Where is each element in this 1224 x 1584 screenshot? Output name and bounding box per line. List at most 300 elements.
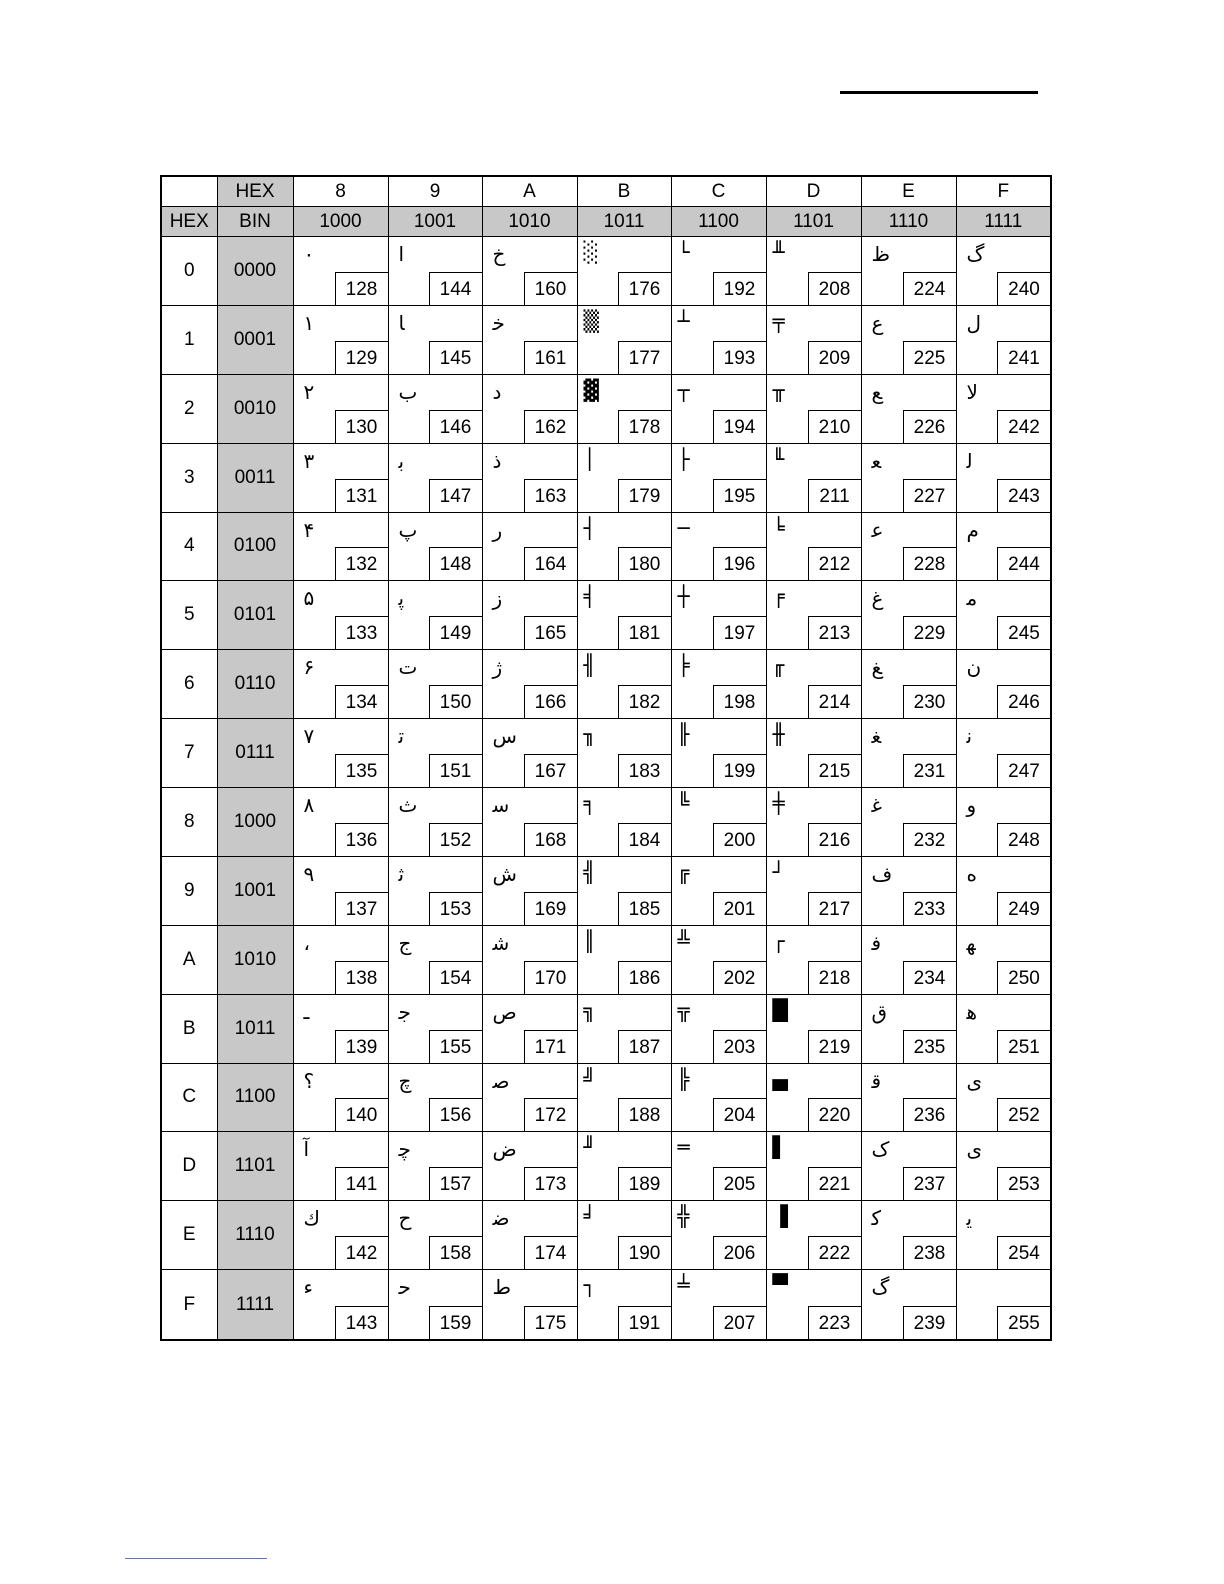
char-glyph: ╗ xyxy=(583,997,596,1022)
char-code: 138 xyxy=(335,961,388,994)
char-glyph: ﺀ xyxy=(303,1275,313,1300)
char-glyph: ╔ xyxy=(677,859,690,884)
col-bin-a: 1010 xyxy=(482,207,577,237)
char-code: 193 xyxy=(713,341,766,374)
char-cell xyxy=(577,581,671,650)
char-cell xyxy=(388,994,482,1063)
char-cell xyxy=(956,443,1051,512)
row-bin: 0111 xyxy=(217,719,293,788)
char-code: 218 xyxy=(808,961,861,994)
char-glyph: د xyxy=(492,379,502,404)
char-code: 255 xyxy=(997,1306,1050,1339)
row-bin: 0000 xyxy=(217,237,293,306)
char-code: 137 xyxy=(335,892,388,925)
char-cell xyxy=(861,994,956,1063)
char-glyph: ┌ xyxy=(772,928,785,953)
char-cell xyxy=(861,1132,956,1201)
char-glyph: ─ xyxy=(677,515,690,540)
char-cell xyxy=(861,443,956,512)
char-cell xyxy=(956,719,1051,788)
char-cell xyxy=(766,994,861,1063)
char-glyph: ﻓ xyxy=(871,930,882,955)
char-glyph: ٧ xyxy=(303,724,315,749)
char-code: 177 xyxy=(618,341,671,374)
char-code: 203 xyxy=(713,1030,766,1063)
char-glyph: ═ xyxy=(677,1135,690,1160)
char-code: 241 xyxy=(997,341,1050,374)
char-glyph: ┘ xyxy=(772,859,785,884)
char-glyph: ۴ xyxy=(303,517,315,542)
char-code: 231 xyxy=(903,754,956,787)
char-glyph: ﺷ xyxy=(492,930,510,955)
char-code: 132 xyxy=(335,547,388,580)
char-glyph: ٩ xyxy=(303,861,315,886)
char-cell xyxy=(388,374,482,443)
char-glyph: ﻐ xyxy=(871,724,882,749)
char-cell xyxy=(482,374,577,443)
char-code: 232 xyxy=(903,823,956,856)
char-cell xyxy=(766,1270,861,1340)
char-cell xyxy=(293,1063,388,1132)
char-code: 238 xyxy=(903,1236,956,1269)
char-cell xyxy=(293,1201,388,1270)
char-code: 240 xyxy=(997,272,1050,305)
char-code: 234 xyxy=(903,961,956,994)
char-cell xyxy=(956,237,1051,306)
char-cell xyxy=(577,925,671,994)
header-rule xyxy=(840,91,1038,94)
char-code: 242 xyxy=(997,410,1050,443)
char-cell xyxy=(766,581,861,650)
char-glyph: ت xyxy=(398,655,418,680)
char-code: 183 xyxy=(618,754,671,787)
char-glyph: ﻋ xyxy=(871,517,884,542)
char-code: 246 xyxy=(997,685,1050,718)
char-glyph: ﻬ xyxy=(966,930,976,955)
char-code: 139 xyxy=(335,1030,388,1063)
char-glyph: ﻛ xyxy=(871,1206,882,1231)
char-code: 215 xyxy=(808,754,861,787)
char-glyph: ك xyxy=(303,1206,320,1231)
char-code: 157 xyxy=(429,1167,482,1200)
char-code: 180 xyxy=(618,547,671,580)
char-code: 219 xyxy=(808,1030,861,1063)
char-code: 186 xyxy=(618,961,671,994)
char-glyph: ذ xyxy=(492,448,502,473)
char-code: 236 xyxy=(903,1098,956,1131)
char-code: 179 xyxy=(618,479,671,512)
col-bin-b: 1011 xyxy=(577,207,671,237)
char-code: 247 xyxy=(997,754,1050,787)
char-code: 164 xyxy=(524,547,577,580)
char-cell xyxy=(671,1063,766,1132)
char-cell xyxy=(482,788,577,857)
char-glyph: ﺳ xyxy=(492,793,510,817)
char-glyph: ﻎ xyxy=(871,655,883,680)
char-cell xyxy=(577,994,671,1063)
char-glyph: ﺗ xyxy=(398,724,405,749)
char-code: 128 xyxy=(335,272,388,305)
char-code: 196 xyxy=(713,547,766,580)
char-glyph: ╛ xyxy=(583,1204,596,1229)
char-cell xyxy=(577,512,671,581)
char-cell xyxy=(956,925,1051,994)
char-glyph: ٢ xyxy=(303,379,315,404)
row-hex: 3 xyxy=(161,443,217,512)
char-cell xyxy=(861,374,956,443)
char-cell xyxy=(482,1063,577,1132)
char-code: 149 xyxy=(429,616,482,649)
row-bin: 1011 xyxy=(217,994,293,1063)
char-code: 191 xyxy=(618,1306,671,1339)
char-cell xyxy=(956,856,1051,925)
char-cell xyxy=(293,581,388,650)
char-cell xyxy=(577,237,671,306)
char-code: 181 xyxy=(618,616,671,649)
char-glyph: ╜ xyxy=(583,1135,596,1160)
char-cell xyxy=(388,443,482,512)
char-code: 251 xyxy=(997,1030,1050,1063)
col-bin-f: 1111 xyxy=(956,207,1051,237)
char-glyph: ﺛ xyxy=(398,861,405,886)
char-code: 211 xyxy=(808,479,861,512)
row-hex: 5 xyxy=(161,581,217,650)
char-glyph: ب xyxy=(398,379,418,404)
char-cell xyxy=(671,1270,766,1340)
char-cell xyxy=(482,994,577,1063)
char-code: 190 xyxy=(618,1236,671,1269)
char-glyph: ╪ xyxy=(772,791,785,815)
char-glyph: خ xyxy=(492,242,506,266)
table-row xyxy=(161,305,1051,374)
char-glyph: ی xyxy=(966,1068,983,1093)
char-glyph: ▐ xyxy=(772,1204,788,1229)
char-glyph: پ xyxy=(398,517,418,542)
char-cell xyxy=(293,1270,388,1340)
char-glyph: ظ xyxy=(871,242,890,266)
char-glyph: ﻣ xyxy=(966,586,978,611)
char-cell xyxy=(577,1132,671,1201)
char-glyph: ٣ xyxy=(303,448,315,473)
char-code: 194 xyxy=(713,410,766,443)
char-glyph: ﺣ xyxy=(398,1275,411,1300)
char-code: 145 xyxy=(429,341,482,374)
char-glyph: ┴ xyxy=(677,308,690,333)
char-glyph: گ xyxy=(871,1275,890,1300)
char-code: 223 xyxy=(808,1306,861,1339)
char-glyph: ╤ xyxy=(772,308,785,333)
char-glyph: ╨ xyxy=(772,240,785,264)
char-cell xyxy=(293,788,388,857)
char-code: 173 xyxy=(524,1167,577,1200)
char-code: 165 xyxy=(524,616,577,649)
col-bin-8: 1000 xyxy=(293,207,388,237)
char-glyph: ﻏ xyxy=(871,793,882,817)
char-code: 235 xyxy=(903,1030,956,1063)
row-bin: 1001 xyxy=(217,856,293,925)
col-hex-e: E xyxy=(861,176,956,207)
char-cell xyxy=(766,443,861,512)
char-cell xyxy=(956,788,1051,857)
char-cell xyxy=(861,925,956,994)
char-glyph: ╒ xyxy=(772,584,785,609)
char-code: 135 xyxy=(335,754,388,787)
char-glyph: گ xyxy=(966,242,985,266)
char-cell xyxy=(482,856,577,925)
char-cell xyxy=(671,650,766,719)
char-code: 167 xyxy=(524,754,577,787)
char-cell xyxy=(671,925,766,994)
char-code: 249 xyxy=(997,892,1050,925)
table-row xyxy=(161,925,1051,994)
row-hex: 1 xyxy=(161,305,217,374)
char-glyph: س xyxy=(492,724,517,749)
char-glyph: ﻊ xyxy=(871,379,883,404)
char-code: 205 xyxy=(713,1167,766,1200)
row-bin: 1110 xyxy=(217,1201,293,1270)
char-code: 153 xyxy=(429,892,482,925)
char-glyph: ص xyxy=(492,999,517,1024)
char-code: 243 xyxy=(997,479,1050,512)
char-glyph: ن xyxy=(966,655,982,680)
char-glyph: ┬ xyxy=(677,377,690,402)
char-code: 226 xyxy=(903,410,956,443)
char-code: 208 xyxy=(808,272,861,305)
row-hex: 6 xyxy=(161,650,217,719)
char-cell xyxy=(861,512,956,581)
char-cell xyxy=(671,1201,766,1270)
table-row xyxy=(161,374,1051,443)
char-glyph: ├ xyxy=(677,446,690,471)
char-cell xyxy=(577,719,671,788)
char-code: 206 xyxy=(713,1236,766,1269)
char-cell xyxy=(671,305,766,374)
char-code: 151 xyxy=(429,754,482,787)
row-hex: D xyxy=(161,1132,217,1201)
char-cell xyxy=(671,856,766,925)
char-glyph: ﺎ xyxy=(398,310,405,335)
char-glyph: ط xyxy=(492,1275,511,1300)
char-glyph: ╓ xyxy=(772,653,785,678)
char-cell xyxy=(482,925,577,994)
table-row xyxy=(161,581,1051,650)
char-glyph: ╕ xyxy=(583,791,596,815)
char-glyph: ش xyxy=(492,861,517,886)
row-bin: 1000 xyxy=(217,788,293,857)
char-glyph: ╧ xyxy=(677,1273,690,1298)
char-cell xyxy=(956,374,1051,443)
char-code: 184 xyxy=(618,823,671,856)
row-hex: 9 xyxy=(161,856,217,925)
char-cell xyxy=(956,512,1051,581)
char-glyph: ﻧ xyxy=(966,724,973,749)
char-glyph: ج xyxy=(398,930,412,955)
char-glyph: ▒ xyxy=(583,308,599,333)
char-code: 150 xyxy=(429,685,482,718)
char-glyph: ل xyxy=(966,310,982,335)
col-hex-a: A xyxy=(482,176,577,207)
char-code: 220 xyxy=(808,1098,861,1131)
char-cell xyxy=(861,305,956,374)
char-cell xyxy=(577,650,671,719)
char-cell xyxy=(293,512,388,581)
char-code: 192 xyxy=(713,272,766,305)
char-glyph: ╝ xyxy=(583,1066,596,1091)
char-glyph: ﻫ xyxy=(966,999,978,1024)
row-bin: 0010 xyxy=(217,374,293,443)
char-cell xyxy=(861,1201,956,1270)
char-code: 202 xyxy=(713,961,766,994)
row-bin: 1111 xyxy=(217,1270,293,1340)
col-hex-d: D xyxy=(766,176,861,207)
char-glyph: ﭘ xyxy=(398,586,405,611)
char-cell xyxy=(482,581,577,650)
char-code: 213 xyxy=(808,616,861,649)
char-code: 197 xyxy=(713,616,766,649)
char-cell xyxy=(577,1063,671,1132)
char-glyph: آ xyxy=(303,1137,310,1162)
char-glyph: ا xyxy=(398,242,405,266)
char-code: 212 xyxy=(808,547,861,580)
char-code: 201 xyxy=(713,892,766,925)
char-glyph: ۵ xyxy=(303,586,315,611)
char-cell xyxy=(956,305,1051,374)
char-cell xyxy=(293,374,388,443)
char-code: 239 xyxy=(903,1306,956,1339)
char-code: 163 xyxy=(524,479,577,512)
char-cell xyxy=(956,1201,1051,1270)
footer-rule xyxy=(125,1558,267,1559)
col-bin-c: 1100 xyxy=(671,207,766,237)
char-cell xyxy=(766,1063,861,1132)
char-code: 245 xyxy=(997,616,1050,649)
char-cell xyxy=(388,856,482,925)
char-cell xyxy=(766,650,861,719)
char-code: 136 xyxy=(335,823,388,856)
table-row xyxy=(161,443,1051,512)
char-glyph: ▄ xyxy=(772,1066,788,1091)
char-glyph: ژ xyxy=(492,655,503,680)
table-row xyxy=(161,650,1051,719)
char-cell xyxy=(766,925,861,994)
table-row xyxy=(161,237,1051,306)
char-cell xyxy=(766,237,861,306)
char-glyph: ┐ xyxy=(583,1273,596,1298)
char-code: 185 xyxy=(618,892,671,925)
char-code: 216 xyxy=(808,823,861,856)
row-bin: 1100 xyxy=(217,1063,293,1132)
hex-label: HEX xyxy=(217,176,293,207)
char-code: 134 xyxy=(335,685,388,718)
char-cell xyxy=(388,650,482,719)
char-code: 160 xyxy=(524,272,577,305)
row-bin: 0011 xyxy=(217,443,293,512)
char-glyph: ﻗ xyxy=(871,1068,882,1093)
char-code: 143 xyxy=(335,1306,388,1339)
row-bin: 0110 xyxy=(217,650,293,719)
code-page-table xyxy=(160,175,1052,1341)
char-glyph: چ xyxy=(398,1068,412,1093)
char-glyph: ف xyxy=(871,861,893,886)
char-cell xyxy=(671,581,766,650)
char-code: 178 xyxy=(618,410,671,443)
table-row xyxy=(161,1270,1051,1340)
table-row xyxy=(161,512,1051,581)
char-cell xyxy=(482,650,577,719)
char-code: 237 xyxy=(903,1167,956,1200)
char-cell xyxy=(293,719,388,788)
char-cell xyxy=(671,994,766,1063)
char-cell xyxy=(293,237,388,306)
char-code: 144 xyxy=(429,272,482,305)
char-code: 253 xyxy=(997,1167,1050,1200)
col-bin-d: 1101 xyxy=(766,207,861,237)
char-cell xyxy=(388,788,482,857)
char-glyph: ╚ xyxy=(677,791,690,815)
row-hex: 2 xyxy=(161,374,217,443)
char-cell xyxy=(293,994,388,1063)
char-code: 188 xyxy=(618,1098,671,1131)
char-cell xyxy=(388,1270,482,1340)
char-code: 141 xyxy=(335,1167,388,1200)
char-glyph: ﯾ xyxy=(966,1206,973,1231)
char-glyph: ╩ xyxy=(677,928,690,953)
char-cell xyxy=(482,1132,577,1201)
char-cell xyxy=(671,788,766,857)
char-cell xyxy=(766,1132,861,1201)
char-code: 161 xyxy=(524,341,577,374)
char-glyph: ▓ xyxy=(583,377,599,402)
row-hex-label: HEX xyxy=(161,207,217,237)
char-cell xyxy=(671,374,766,443)
row-bin: 0101 xyxy=(217,581,293,650)
char-cell xyxy=(766,1201,861,1270)
char-cell xyxy=(388,512,482,581)
char-glyph: ╥ xyxy=(772,377,785,402)
table-row xyxy=(161,856,1051,925)
char-code: 159 xyxy=(429,1306,482,1339)
char-code: 133 xyxy=(335,616,388,649)
char-cell xyxy=(861,1270,956,1340)
char-glyph: ع xyxy=(871,310,884,335)
char-code: 233 xyxy=(903,892,956,925)
char-cell xyxy=(577,305,671,374)
row-hex: B xyxy=(161,994,217,1063)
char-cell xyxy=(293,925,388,994)
char-glyph: █ xyxy=(772,997,788,1022)
char-cell xyxy=(861,581,956,650)
char-code: 248 xyxy=(997,823,1050,856)
char-code: 140 xyxy=(335,1098,388,1131)
char-cell xyxy=(766,788,861,857)
char-cell xyxy=(577,788,671,857)
char-cell xyxy=(956,1132,1051,1201)
char-glyph: ۶ xyxy=(303,655,315,680)
char-code: 172 xyxy=(524,1098,577,1131)
char-cell xyxy=(956,581,1051,650)
char-code: 198 xyxy=(713,685,766,718)
char-glyph: ﺧ xyxy=(492,310,505,335)
char-glyph: ﯼ xyxy=(966,1137,983,1162)
char-code: 189 xyxy=(618,1167,671,1200)
char-glyph: ق xyxy=(871,999,888,1024)
char-glyph: ╦ xyxy=(677,997,690,1022)
char-code: 146 xyxy=(429,410,482,443)
char-glyph: غ xyxy=(871,586,884,611)
char-glyph: │ xyxy=(583,446,596,471)
char-code: 168 xyxy=(524,823,577,856)
char-glyph: ر xyxy=(492,517,503,542)
